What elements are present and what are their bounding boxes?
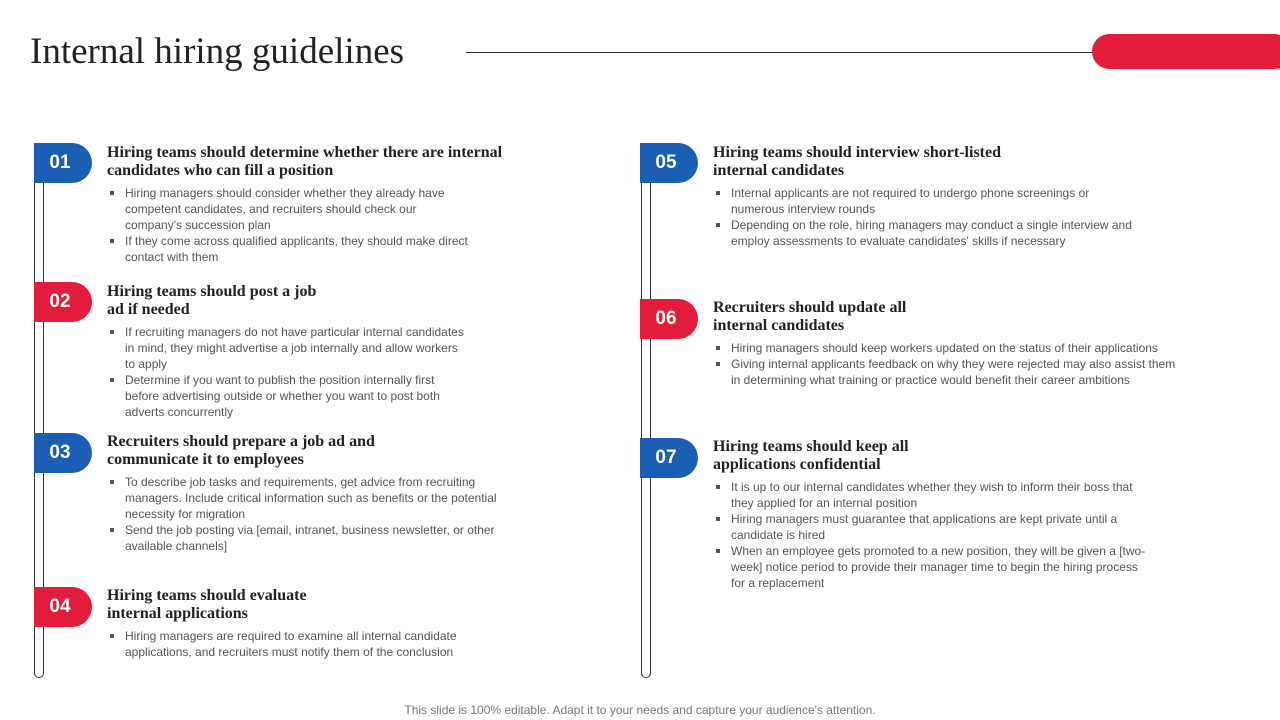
step-heading-line: Hiring teams should post a job [107, 283, 317, 300]
step-05-content [713, 144, 1233, 249]
step-heading [107, 283, 567, 319]
bullet-item [713, 511, 1233, 543]
step-heading-line: communicate it to employees [107, 451, 304, 468]
bullet-text-line: Depending on the role, hiring managers may conduct a single interview and [731, 218, 1132, 232]
title-divider [466, 52, 1106, 53]
bullet-text-line: numerous interview rounds [731, 202, 876, 216]
bullet-text-line: Hiring managers should keep workers updated on the status of their applications [731, 341, 1158, 355]
bullet-item [107, 233, 567, 265]
step-heading-line: Hiring teams should evaluate [107, 587, 307, 604]
bullet-text-line: applications, and recruiters must notify them of the conclusion [125, 645, 454, 659]
step-bullet-list [713, 340, 1233, 388]
step-heading-line: candidates who can fill a position [107, 162, 334, 179]
bullet-text-line: It is up to our internal candidates whether they wish to inform their boss that [731, 480, 1133, 494]
bullet-text-line: If they come across qualified applicants, they should make direct [125, 234, 468, 248]
bullet-item [107, 324, 567, 372]
bullet-item [713, 479, 1233, 511]
step-03-content [107, 433, 567, 554]
bullet-item [713, 543, 1233, 591]
step-heading-line: ad if needed [107, 301, 190, 318]
step-bullet-list [713, 479, 1233, 591]
bullet-item [713, 217, 1233, 249]
step-04-content [107, 587, 567, 660]
bullet-text-line: week] notice period to provide their manager time to begin the hiring process [731, 560, 1138, 574]
step-number-badge: 03 [34, 433, 92, 473]
bullet-text-line: Hiring managers are required to examine all internal candidate [125, 629, 457, 643]
bullet-text-line: Determine if you want to publish the position internally first [125, 373, 435, 387]
step-number-badge: 06 [640, 299, 698, 339]
step-heading-line: internal applications [107, 605, 248, 622]
bullet-item [713, 340, 1233, 356]
step-heading-line: Hiring teams should determine whether there are internal [107, 144, 503, 161]
bullet-item [713, 185, 1233, 217]
bullet-text-line: Hiring managers should consider whether they already have [125, 186, 445, 200]
step-heading-line: Hiring teams should keep all [713, 438, 909, 455]
bullet-text-line: necessity for migration [125, 507, 246, 521]
bullet-text-line: competent candidates, and recruiters should check our [125, 202, 417, 216]
bullet-item [107, 522, 567, 554]
bullet-text-line: Internal applicants are not required to undergo phone screenings or [731, 186, 1090, 200]
bullet-text-line: To describe job tasks and requirements, get advice from recruiting [125, 475, 476, 489]
bullet-text-line: employ assessments to evaluate candidates' skills if necessary [731, 234, 1066, 248]
bullet-item [107, 628, 567, 660]
step-bullet-list [107, 474, 567, 554]
step-bullet-list [107, 185, 567, 265]
bullet-text-line: for a replacement [731, 576, 825, 590]
step-heading-line: internal candidates [713, 317, 845, 334]
step-heading [107, 433, 567, 469]
bullet-text-line: in determining what training or practice would benefit their career ambitions [731, 373, 1130, 387]
step-heading [713, 299, 1233, 335]
step-number-badge: 02 [34, 282, 92, 322]
right-timeline-track [641, 148, 651, 678]
bullet-text-line: Hiring managers must guarantee that applications are kept private until a [731, 512, 1118, 526]
step-heading [713, 144, 1233, 180]
step-heading-line: Hiring teams should interview short-listed [713, 144, 1001, 161]
step-number-badge: 05 [640, 143, 698, 183]
step-01-content [107, 144, 567, 265]
bullet-text-line: available channels] [125, 539, 228, 553]
bullet-text-line: Giving internal applicants feedback on why they were rejected may also assist them [731, 357, 1176, 371]
step-number-badge: 04 [34, 587, 92, 627]
step-06-content [713, 299, 1233, 388]
title-accent-pill [1092, 34, 1280, 69]
bullet-text-line: managers. Include critical information such as benefits or the potential [125, 491, 497, 505]
bullet-text-line: Send the job posting via [email, intranet, business newsletter, or other [125, 523, 495, 537]
step-07-content [713, 438, 1233, 591]
page-title: Internal hiring guidelines [30, 31, 405, 72]
bullet-text-line: adverts concurrently [125, 405, 234, 419]
step-heading-line: Recruiters should prepare a job ad and [107, 433, 375, 450]
step-bullet-list [107, 628, 567, 660]
bullet-text-line: they applied for an internal position [731, 496, 918, 510]
bullet-text-line: If recruiting managers do not have particular internal candidates [125, 325, 464, 339]
bullet-text-line: to apply [125, 357, 168, 371]
bullet-text-line: company's succession plan [125, 218, 271, 232]
bullet-text-line: in mind, they might advertise a job internally and allow workers [125, 341, 458, 355]
step-bullet-list [713, 185, 1233, 249]
step-heading-line: internal candidates [713, 162, 845, 179]
step-number-badge: 01 [34, 143, 92, 183]
bullet-text-line: contact with them [125, 250, 219, 264]
step-heading [107, 587, 567, 623]
step-heading [107, 144, 567, 180]
step-heading [713, 438, 1233, 474]
bullet-item [107, 474, 567, 522]
bullet-text-line: candidate is hired [731, 528, 826, 542]
step-heading-line: applications confidential [713, 456, 881, 473]
step-bullet-list [107, 324, 567, 420]
bullet-item [107, 185, 567, 233]
step-02-content [107, 283, 567, 420]
bullet-text-line: before advertising outside or whether you want to post both [125, 389, 440, 403]
step-number-badge: 07 [640, 438, 698, 478]
step-heading-line: Recruiters should update all [713, 299, 907, 316]
footer-note: This slide is 100% editable. Adapt it to your needs and capture your audience's attention. [404, 703, 876, 717]
bullet-item [107, 372, 567, 420]
bullet-item [713, 356, 1233, 388]
bullet-text-line: When an employee gets promoted to a new position, they will be given a [two- [731, 544, 1146, 558]
